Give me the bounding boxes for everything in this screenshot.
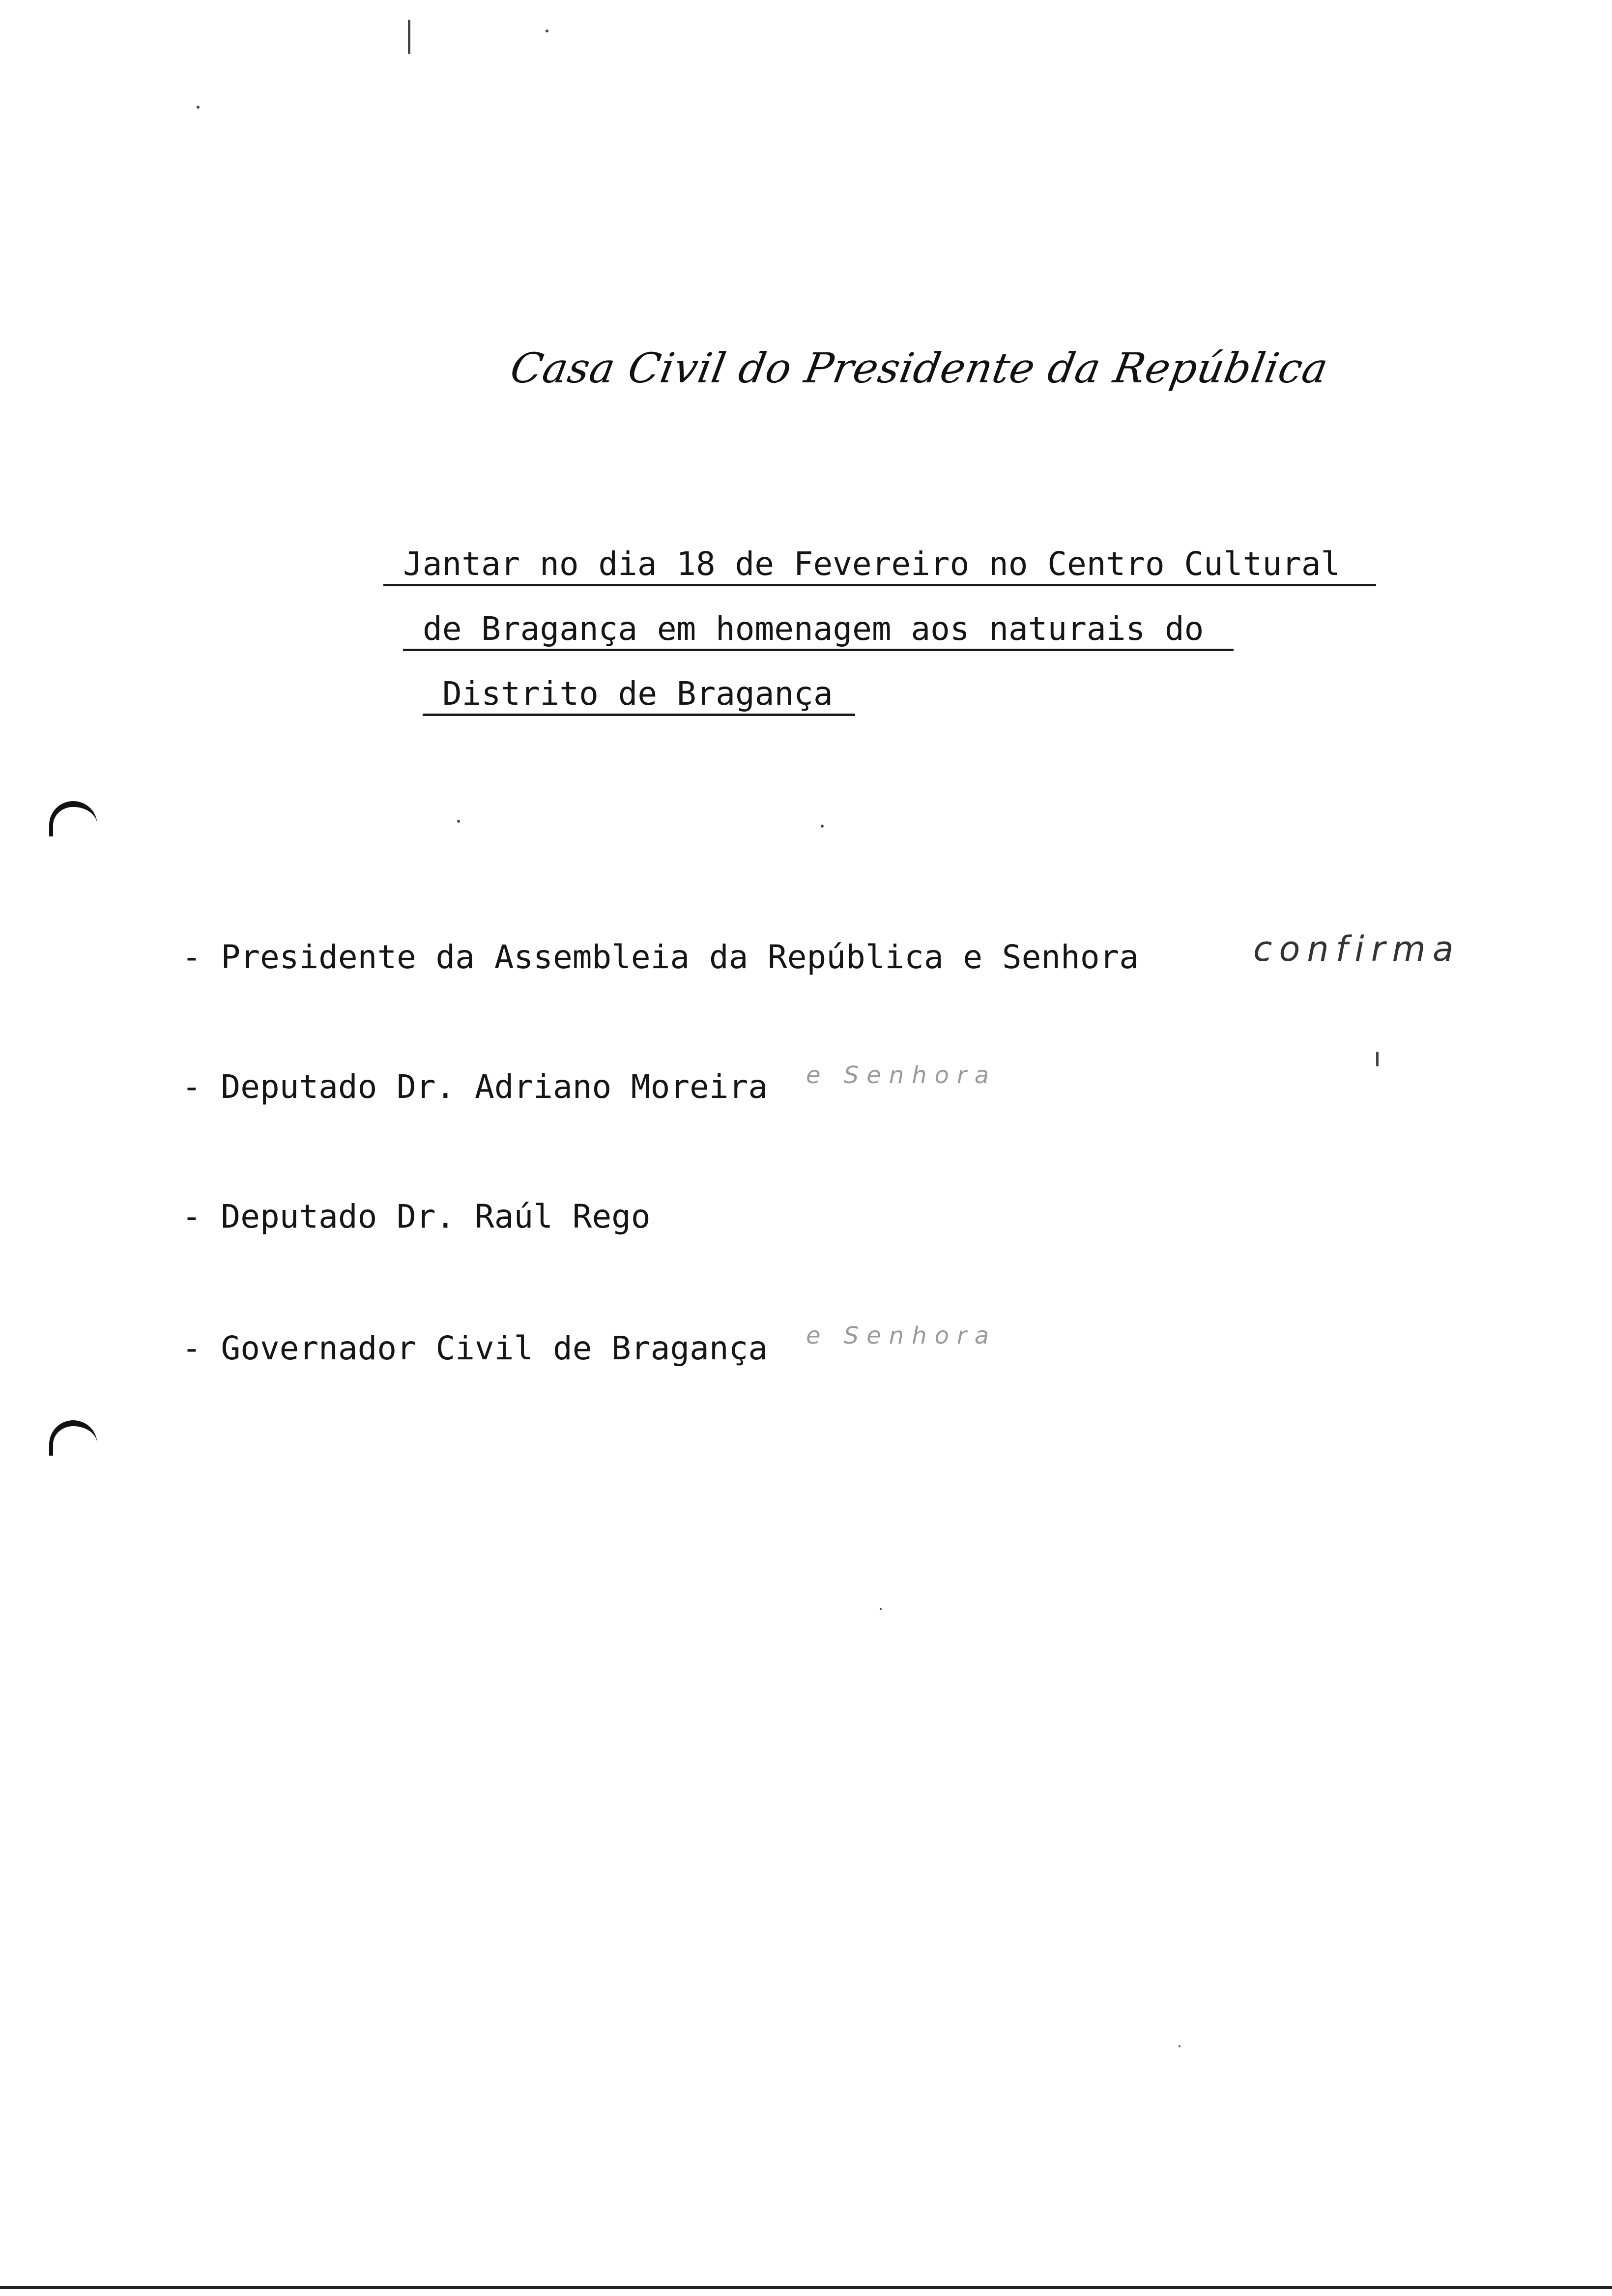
title-underline-3: [423, 714, 855, 716]
scan-speck: [821, 825, 824, 828]
title-line-2: de Bragança em homenagem aos naturais do: [423, 610, 1204, 648]
scan-speck: [1376, 1052, 1379, 1066]
handwritten-annotation-4: e Senhora: [806, 1322, 997, 1349]
handwritten-annotation-2: e Senhora: [806, 1062, 997, 1089]
letterhead: Casa Civil do Presidente da República: [507, 344, 1332, 392]
title-line-3: Distrito de Bragança: [442, 675, 833, 713]
scan-speck: [546, 29, 548, 32]
title-line-1: Jantar no dia 18 de Fevereiro no Centro Cultural: [403, 545, 1341, 583]
scan-speck: [1179, 2045, 1180, 2047]
scan-speck: [880, 1608, 882, 1610]
handwritten-annotation-1: confirma: [1253, 929, 1461, 969]
scan-speck: [457, 820, 460, 823]
guest-item-4: - Governador Civil de Bragança: [182, 1329, 768, 1367]
punch-hole-mark-upper: [49, 801, 97, 836]
guest-item-2: - Deputado Dr. Adriano Moreira: [182, 1068, 768, 1106]
title-underline-1: [383, 584, 1376, 586]
scan-bottom-edge: [0, 2286, 1612, 2289]
punch-hole-mark-lower: [49, 1420, 97, 1456]
guest-item-3: - Deputado Dr. Raúl Rego: [182, 1198, 651, 1235]
scan-speck: [408, 20, 410, 54]
scan-speck: [197, 106, 200, 109]
guest-item-1: - Presidente da Assembleia da República e Senhora: [182, 938, 1139, 976]
title-underline-2: [403, 649, 1234, 651]
